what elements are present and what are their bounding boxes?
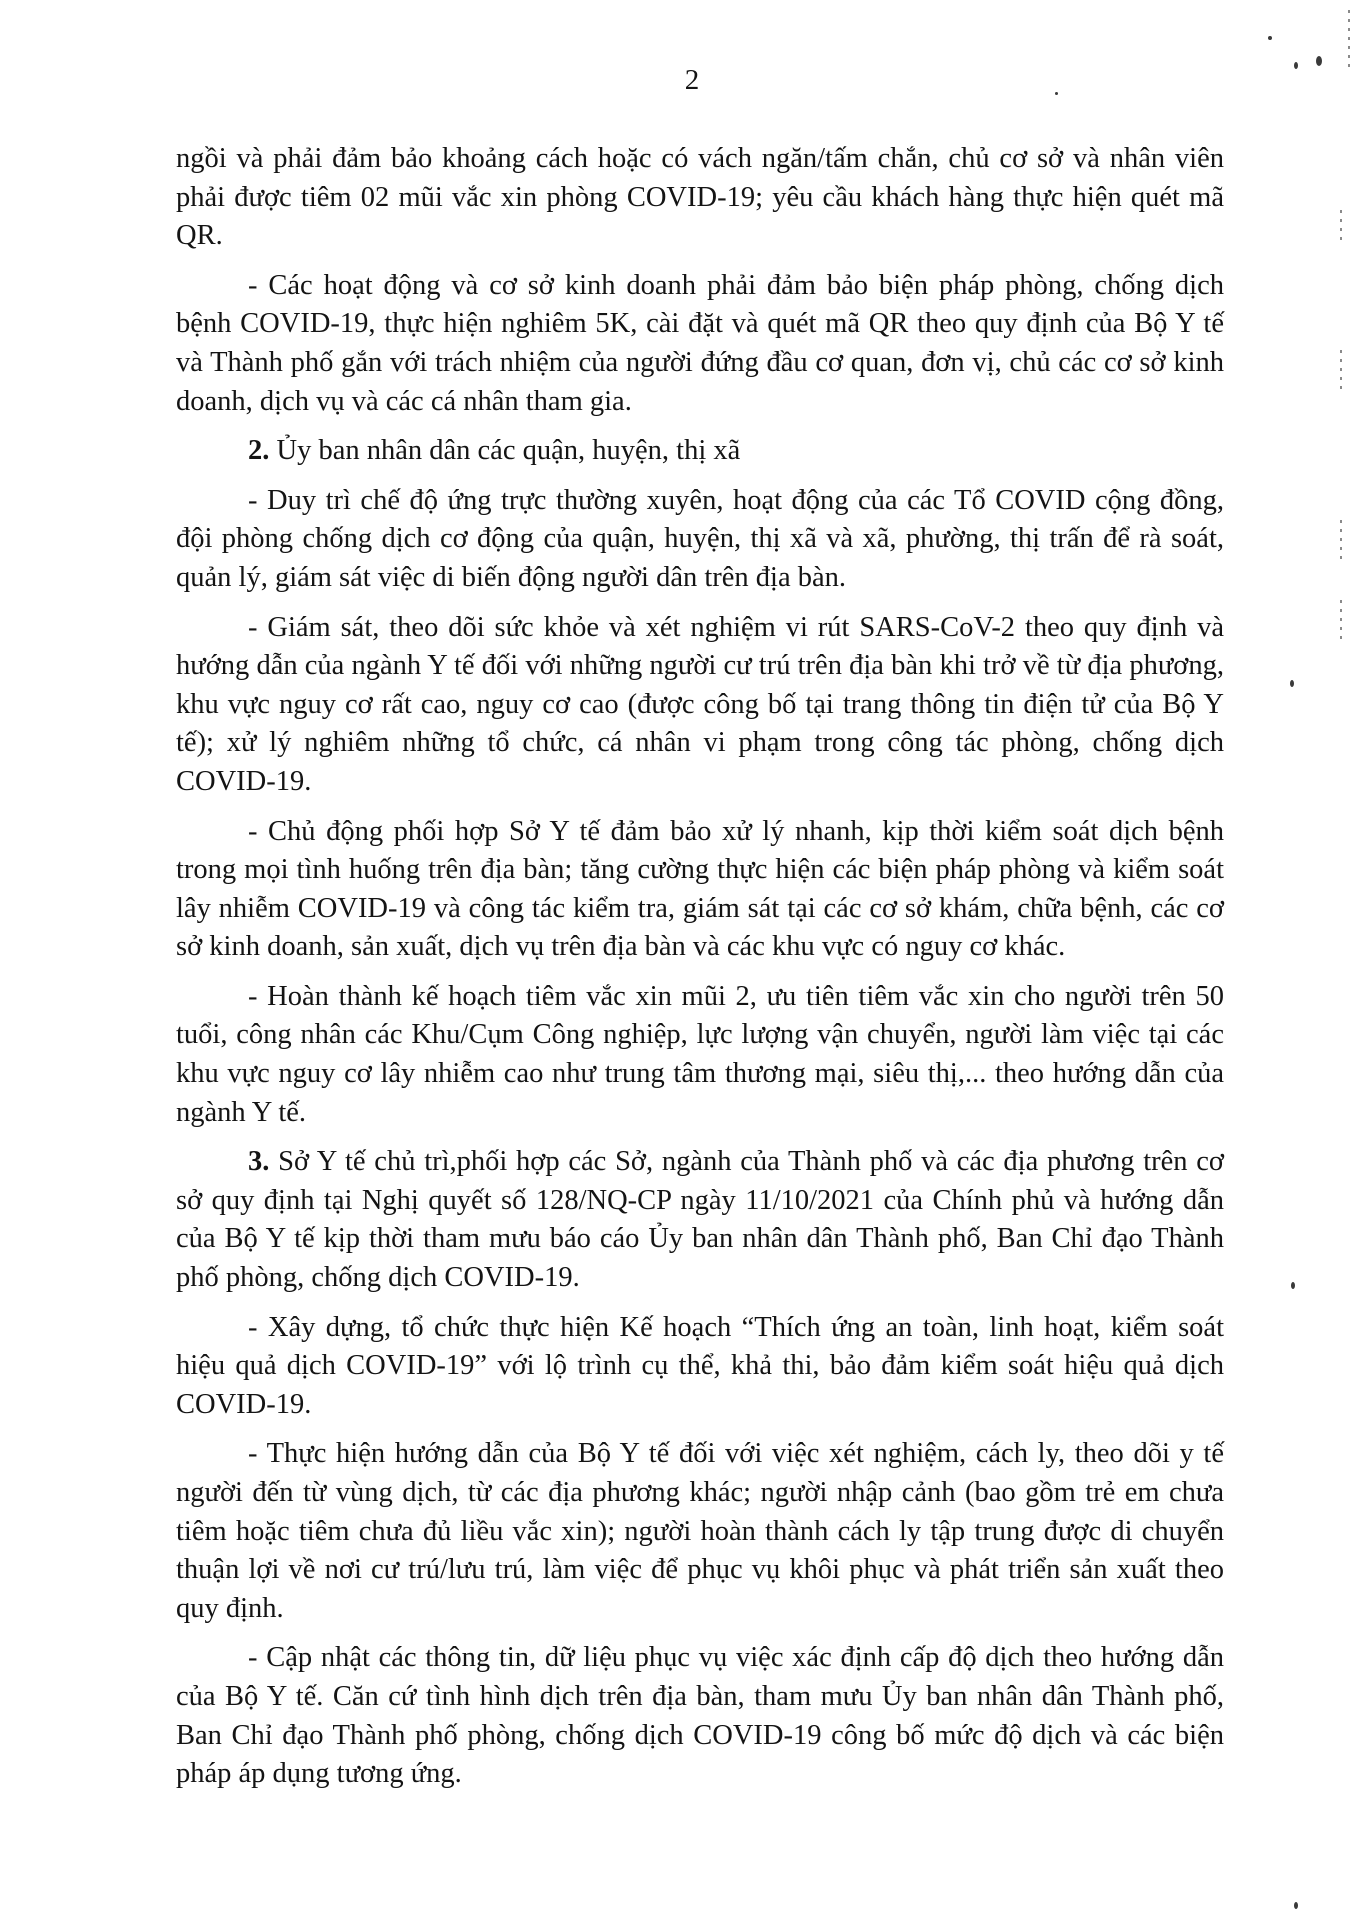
scan-edge-mark — [1340, 520, 1342, 560]
paragraph-item: - Giám sát, theo dõi sức khỏe và xét nghiệm vi rút SARS-CoV-2 theo quy định và hướng dẫn của ngành Y tế đối với những người cư trú trên địa bàn khi trở về từ địa phương, khu vực nguy cơ rất cao, nguy cơ cao (được công bố tại trang thông tin điện tử của Bộ Y tế); xử lý nghiêm những tổ chức, cá nhân vi phạm trong công tác phòng, chống dịch COVID-19. — [176, 611, 1224, 797]
section-heading — [176, 1143, 1224, 1297]
paragraph-item: - Cập nhật các thông tin, dữ liệu phục vụ việc xác định cấp độ dịch theo hướng dẫn của Bộ Y tế. Căn cứ tình hình dịch trên địa bàn, tham mưu Ủy ban nhân dân Thành phố, Ban Chỉ đạo Thành phố phòng, chống dịch COVID-19 công bố mức độ dịch và các biện pháp áp dụng tương ứng. — [176, 1642, 1224, 1790]
section-heading — [176, 432, 1224, 471]
paragraph-item: - Các hoạt động và cơ sở kinh doanh phải đảm bảo biện pháp phòng, chống dịch bệnh COVID-19, thực hiện nghiêm 5K, cài đặt và quét mã QR theo quy định của Bộ Y tế và Thành phố gắn với trách nhiệm của người đứng đầu cơ quan, đơn vị, chủ các cơ sở kinh doanh, dịch vụ và các cá nhân tham gia. — [176, 269, 1224, 417]
scan-speck — [1268, 36, 1272, 40]
scan-edge-mark — [1348, 10, 1350, 70]
paragraph-item: - Chủ động phối hợp Sở Y tế đảm bảo xử lý nhanh, kịp thời kiểm soát dịch bệnh trong mọi tình huống trên địa bàn; tăng cường thực hiện các biện pháp phòng và kiểm soát lây nhiễm COVID-19 và công tác kiểm tra, giám sát tại các cơ sở khám, chữa bệnh, các cơ sở kinh doanh, sản xuất, dịch vụ trên địa bàn và các khu vực có nguy cơ khác. — [176, 815, 1224, 963]
scan-speck — [1294, 1902, 1298, 1909]
scan-edge-mark — [1340, 600, 1342, 640]
paragraph-item: - Hoàn thành kế hoạch tiêm vắc xin mũi 2, ưu tiên tiêm vắc xin cho người trên 50 tuổi, công nhân các Khu/Cụm Công nghiệp, lực lượng vận chuyển, người làm việc tại các khu vực nguy cơ lây nhiễm cao như trung tâm thương mại, siêu thị,... theo hướng dẫn của ngành Y tế. — [176, 980, 1224, 1128]
section-title: Sở Y tế chủ trì,phối hợp các Sở, ngành của Thành phố và các địa phương trên cơ sở quy định tại Nghị quyết số 128/NQ-CP ngày 11/10/2021 của Chính phủ và hướng dẫn của Bộ Y tế kịp thời tham mưu báo cáo Ủy ban nhân dân Thành phố, Ban Chỉ đạo Thành phố phòng, chống dịch COVID-19. — [176, 1146, 1224, 1294]
paragraph-item: - Duy trì chế độ ứng trực thường xuyên, hoạt động của các Tổ COVID cộng đồng, đội phòng chống dịch cơ động của quận, huyện, thị xã và xã, phường, thị trấn để rà soát, quản lý, giám sát việc di biến động người dân trên địa bàn. — [176, 484, 1224, 593]
scan-edge-mark — [1340, 350, 1342, 390]
scan-speck — [1294, 62, 1298, 69]
section-number: 2. — [248, 435, 270, 467]
scan-speck — [1290, 680, 1294, 687]
paragraph-continuation: ngồi và phải đảm bảo khoảng cách hoặc có vách ngăn/tấm chắn, chủ cơ sở và nhân viên phải được tiêm 02 mũi vắc xin phòng COVID-19; yêu cầu khách hàng thực hiện quét mã QR. — [176, 143, 1224, 252]
document-body — [176, 140, 1224, 1805]
section-title: Ủy ban nhân dân các quận, huyện, thị xã — [269, 435, 741, 467]
scan-speck — [1291, 1282, 1295, 1289]
scan-speck — [1316, 56, 1322, 66]
page-number: 2 — [684, 64, 700, 96]
scan-edge-mark — [1340, 210, 1342, 240]
scan-speck — [1055, 92, 1058, 95]
paragraph-item: - Thực hiện hướng dẫn của Bộ Y tế đối với việc xét nghiệm, cách ly, theo dõi y tế người đến từ vùng dịch, từ các địa phương khác; người nhập cảnh (bao gồm trẻ em chưa tiêm hoặc tiêm chưa đủ liều vắc xin); người hoàn thành cách ly tập trung được di chuyển thuận lợi về nơi cư trú/lưu trú, làm việc để phục vụ khôi phục và phát triển sản xuất theo quy định. — [176, 1438, 1224, 1624]
section-number: 3. — [248, 1146, 270, 1178]
paragraph-item: - Xây dựng, tổ chức thực hiện Kế hoạch “Thích ứng an toàn, linh hoạt, kiểm soát hiệu quả dịch COVID-19” với lộ trình cụ thể, khả thi, bảo đảm kiểm soát hiệu quả dịch COVID-19. — [176, 1311, 1224, 1420]
